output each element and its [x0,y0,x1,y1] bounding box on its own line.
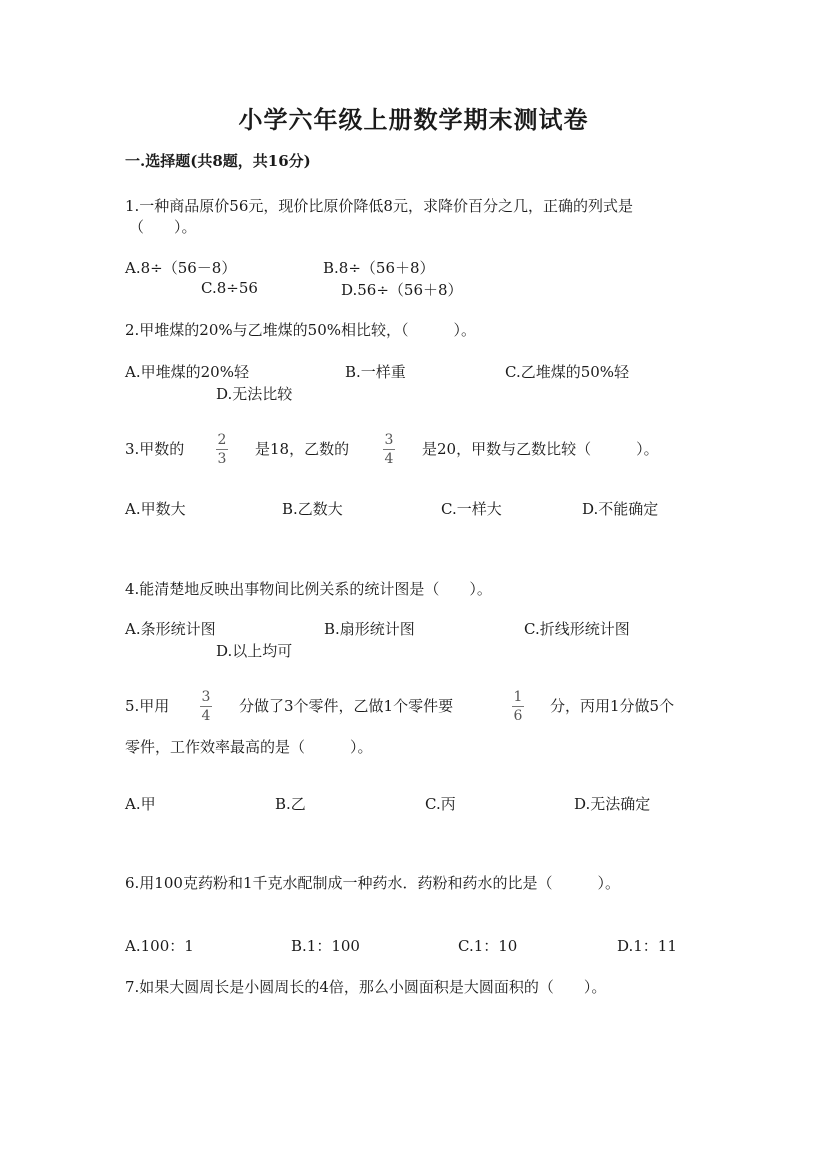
question-6-option-c: C.1：10 [458,937,518,955]
fraction-bar [512,706,524,707]
question-4-option-d: D.以上均可 [216,642,293,660]
question-4-option-a: A.条形统计图 [125,620,216,638]
question-1-option-a: A.8÷（56－8） [125,259,237,277]
fraction-denominator: 6 [513,708,523,724]
question-3-fraction-1 [216,433,228,466]
question-2-option-d: D.无法比较 [216,385,293,403]
fraction-numerator: 3 [201,689,211,705]
question-2-text: 2.甲堆煤的20%与乙堆煤的50%相比较，（ ）。 [125,321,476,339]
question-5-text-part2: 分做了3个零件，乙做1个零件要 [239,697,454,715]
section-heading: 一.选择题(共8题，共16分) [125,152,311,170]
fraction-numerator: 3 [384,432,394,448]
question-3-option-a: A.甲数大 [125,500,186,518]
question-4-option-c: C.折线形统计图 [524,620,630,638]
question-5-option-d: D.无法确定 [574,795,651,813]
question-3-option-b: B.乙数大 [282,500,343,518]
question-2-option-b: B.一样重 [345,363,406,381]
question-5-text-part3: 分，丙用1分做5个 [550,697,675,715]
question-5-text-part1: 5.甲用 [125,697,170,715]
question-5-fraction-1 [200,690,212,723]
question-4-option-b: B.扇形统计图 [324,620,415,638]
question-3-fraction-2 [383,433,395,466]
question-3-text-part3: 是20，甲数与乙数比较（ ）。 [422,440,659,458]
fraction-bar [216,449,228,450]
question-6-text: 6.用100克药粉和1千克水配制成一种药水．药粉和药水的比是（ ）。 [125,874,620,892]
question-2-option-a: A.甲堆煤的20%轻 [125,363,249,381]
fraction-numerator: 1 [513,689,523,705]
question-3-option-c: C.一样大 [441,500,502,518]
fraction-bar [383,449,395,450]
question-7-text: 7.如果大圆周长是小圆周长的4倍，那么小圆面积是大圆面积的（ ）。 [125,978,607,996]
question-3-text-part2: 是18，乙数的 [255,440,350,458]
fraction-denominator: 4 [384,451,394,467]
fraction-bar [200,706,212,707]
question-4-text: 4.能清楚地反映出事物间比例关系的统计图是（ ）。 [125,580,492,598]
fraction-denominator: 4 [201,708,211,724]
question-1-option-b: B.8÷（56＋8） [323,259,435,277]
question-3-option-d: D.不能确定 [582,500,659,518]
fraction-denominator: 3 [217,451,227,467]
question-1-option-d: D.56÷（56＋8） [341,281,463,299]
question-1-blank: （ ）。 [129,218,197,236]
question-2-option-c: C.乙堆煤的50%轻 [505,363,630,381]
question-6-option-d: D.1：11 [617,937,677,955]
question-3-text-part1: 3.甲数的 [125,440,185,458]
question-5-fraction-2 [512,690,524,723]
question-1-text: 1.一种商品原价56元，现价比原价降低8元，求降价百分之几，正确的列式是 [125,197,633,215]
question-6-option-b: B.1：100 [291,937,360,955]
page-title: 小学六年级上册数学期末测试卷 [238,105,589,134]
question-5-option-c: C.丙 [425,795,456,813]
question-1-option-c: C.8÷56 [201,279,258,297]
question-5-text-line2: 零件，工作效率最高的是（ ）。 [125,738,373,756]
question-6-option-a: A.100：1 [125,937,194,955]
question-5-option-a: A.甲 [125,795,156,813]
question-5-option-b: B.乙 [275,795,306,813]
fraction-numerator: 2 [217,432,227,448]
